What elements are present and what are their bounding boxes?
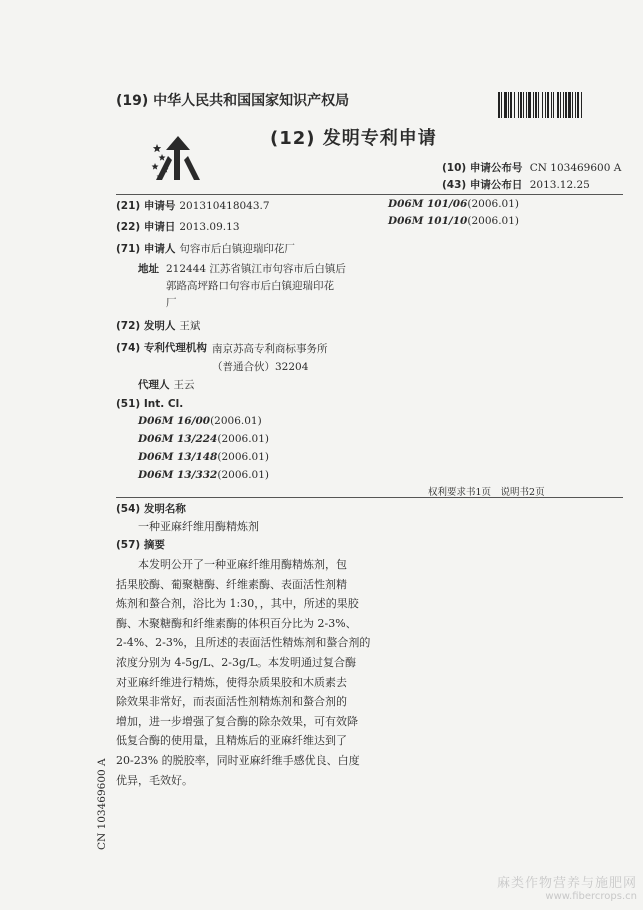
side-publication-number: CN 103469600 A: [96, 758, 108, 850]
agency-name: 南京苏高专利商标事务所: [212, 343, 328, 355]
abstract-line: 本发明公开了一种亚麻纤维用酶精炼剂，包: [116, 558, 347, 571]
publication-number-row: [442, 160, 621, 175]
ipc-version: (2006.01): [217, 469, 269, 481]
agent: 王云: [173, 379, 195, 391]
inventor: 王斌: [179, 320, 201, 332]
page-counts: 权利要求书1页 说明书2页: [428, 487, 545, 498]
inventor-row: [116, 318, 200, 333]
publication-date: 2013.12.25: [529, 179, 590, 191]
agency-label: (74) 专利代理机构: [116, 342, 207, 354]
intcl-row: [116, 398, 183, 410]
abstract-line: 括果胶酶、葡聚糖酶、纤维素酶、表面活性剂精: [116, 577, 347, 591]
ipc-entry: [138, 433, 269, 445]
abstract-line: 炼剂和螯合剂，浴比为 1:30，，其中，所述的果胶: [116, 597, 359, 611]
section-rule: [116, 497, 623, 498]
intcl-label: (51) Int. Cl.: [116, 398, 184, 410]
abstract-label-row: [116, 537, 165, 552]
application-number: 201310418043.7: [179, 200, 270, 212]
barcode-icon: [498, 92, 624, 118]
publication-date-row: [442, 177, 590, 192]
title-label: (54) 发明名称: [116, 503, 186, 515]
ipc-entry: [138, 415, 262, 427]
watermark-title: 麻类作物营养与施肥网: [496, 876, 637, 891]
ipc-version: (2006.01): [467, 215, 519, 227]
ipc-code: D06M 13/332: [138, 469, 218, 481]
ipc-entry: [138, 469, 269, 481]
application-date-row: [116, 219, 240, 234]
abstract-label: (57) 摘要: [116, 539, 165, 551]
address-line: 厂: [166, 297, 177, 309]
applicant: 句容市后白镇迎瑞印花厂: [179, 243, 295, 255]
ipc-entry: [388, 215, 519, 227]
address-block: [166, 261, 346, 312]
ipc-version: (2006.01): [210, 415, 262, 427]
document-type-title: (12) 发明专利申请: [270, 128, 437, 149]
abstract-line: 除效果非常好，而表面活性剂精炼剂和螯合剂的: [116, 695, 347, 709]
abstract-line: 低复合酶的使用量，且精炼后的亚麻纤维达到了: [116, 734, 347, 748]
ipc-code: D06M 101/10: [388, 215, 468, 227]
ipc-version: (2006.01): [217, 451, 269, 463]
application-date: 2013.09.13: [179, 221, 240, 233]
application-date-label: (22) 申请日: [116, 221, 176, 233]
ipc-entry: [138, 451, 269, 463]
cnipa-logo-icon: [150, 130, 206, 186]
abstract-line: 浓度分别为 4-5g/L、2-3g/L。本发明通过复合酶: [116, 656, 357, 669]
inventor-label: (72) 发明人: [116, 320, 176, 332]
ipc-version: (2006.01): [467, 198, 519, 210]
ipc-code: D06M 13/224: [138, 433, 218, 445]
issuing-office: (19) 中华人民共和国国家知识产权局: [116, 93, 350, 109]
abstract-line: 酶、木聚糖酶和纤维素酶的体积百分比为 2-3%、: [116, 616, 357, 630]
agent-row: [138, 377, 195, 392]
agent-label: 代理人: [138, 379, 170, 391]
address-label: 地址: [138, 263, 159, 275]
application-number-label: (21) 申请号: [116, 200, 176, 212]
ipc-version: (2006.01): [217, 433, 269, 445]
ipc-entry: [388, 198, 519, 210]
abstract-line: 增加，进一步增强了复合酶的除杂效果，可有效降: [116, 714, 358, 728]
invention-title: 一种亚麻纤维用酶精炼剂: [138, 520, 259, 533]
publication-number: CN 103469600 A: [529, 162, 622, 174]
ipc-code: D06M 101/06: [388, 198, 468, 210]
ipc-code: D06M 13/148: [138, 451, 218, 463]
application-number-row: [116, 198, 270, 213]
address-line: 212444 江苏省镇江市句容市后白镇后: [166, 263, 346, 275]
header-rule: [116, 194, 623, 195]
abstract-line: 优异，毛效好。: [116, 773, 193, 787]
agency-row: [116, 340, 207, 355]
publication-date-label: (43) 申请公布日: [442, 179, 523, 191]
address-row: [138, 261, 159, 276]
ipc-code: D06M 16/00: [138, 415, 211, 427]
agency-block: [212, 340, 328, 376]
agency-code: （普通合伙）32204: [212, 361, 309, 373]
abstract-line: 20-23% 的脱胶率，同时亚麻纤维手感优良、白度: [116, 754, 360, 767]
watermark-url: www.fibercrops.cn: [545, 891, 637, 902]
applicant-row: [116, 241, 295, 256]
abstract-line: 2-4%、2-3%，且所述的表面活性精炼剂和螯合剂的: [116, 636, 371, 650]
abstract-line: 对亚麻纤维进行精炼，使得杂质果胶和木质素去: [116, 675, 347, 689]
address-line: 郭路高坪路口句容市后白镇迎瑞印花: [166, 280, 334, 292]
publication-number-label: (10) 申请公布号: [442, 162, 523, 174]
applicant-label: (71) 申请人: [116, 243, 176, 255]
title-label-row: [116, 501, 186, 516]
website-watermark: [497, 872, 637, 902]
